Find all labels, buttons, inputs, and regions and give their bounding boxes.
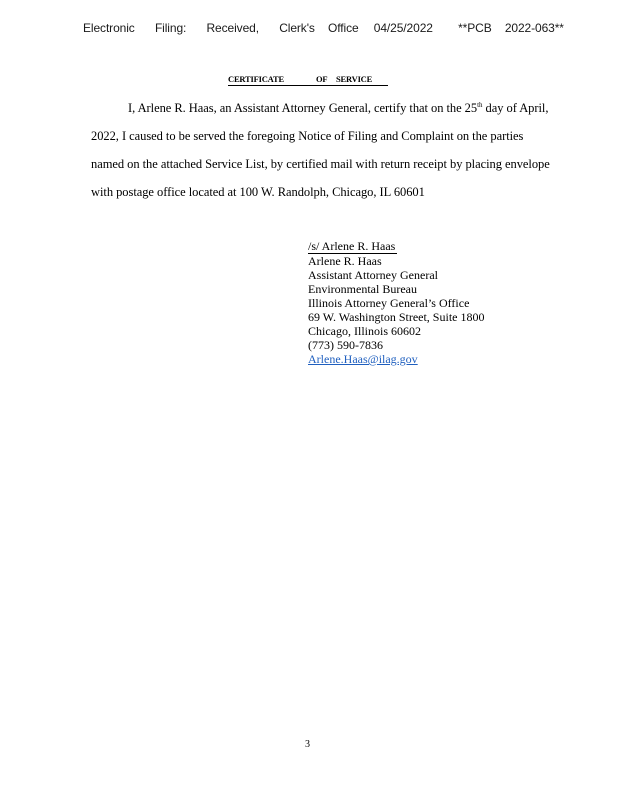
ordinal-suffix: th (477, 100, 483, 109)
certificate-paragraph (91, 94, 551, 206)
header-part: Received, (206, 21, 259, 35)
signer-phone: (773) 590-7836 (308, 338, 383, 352)
signer-bureau: Environmental Bureau (308, 282, 417, 296)
header-part: 2022-063** (504, 21, 564, 35)
header-part: **PCB (458, 21, 492, 35)
header-part: Filing: (154, 21, 187, 35)
signature-block (308, 239, 484, 366)
office-street: 69 W. Washington Street, Suite 1800 (308, 310, 485, 324)
electronic-signature: /s/ Arlene R. Haas (308, 239, 396, 253)
header-part: 04/25/2022 (373, 21, 433, 35)
page-number: 3 (305, 739, 310, 750)
office-city: Chicago, Illinois 60602 (308, 324, 421, 338)
signer-office: Illinois Attorney General’s Office (308, 296, 470, 310)
title-word: OF (316, 74, 328, 84)
header-part: Clerk's (279, 21, 315, 35)
paragraph-text-end: day of April, 2022, I caused to be served the foregoing Notice of Filing and Complaint on the parties named on the attached Service List, by certified mail with return receipt by placing envelope with postage office located at 100 W. Randolph, Chicago, IL 60601 (91, 101, 550, 199)
certificate-body (91, 94, 551, 206)
title-word: CERTIFICATE (228, 74, 284, 84)
signer-name: Arlene R. Haas (308, 254, 382, 268)
email-link[interactable]: Arlene.Haas@ilag.gov (308, 352, 418, 366)
paragraph-text-start: I, Arlene R. Haas, an Assistant Attorney General, certify that on the 25 (128, 101, 478, 115)
filing-header (83, 21, 564, 35)
header-part: Electronic (83, 21, 135, 35)
signer-title: Assistant Attorney General (308, 268, 438, 282)
document-title (228, 74, 388, 86)
header-part: Office (328, 21, 359, 35)
title-word: SERVICE (336, 74, 373, 84)
